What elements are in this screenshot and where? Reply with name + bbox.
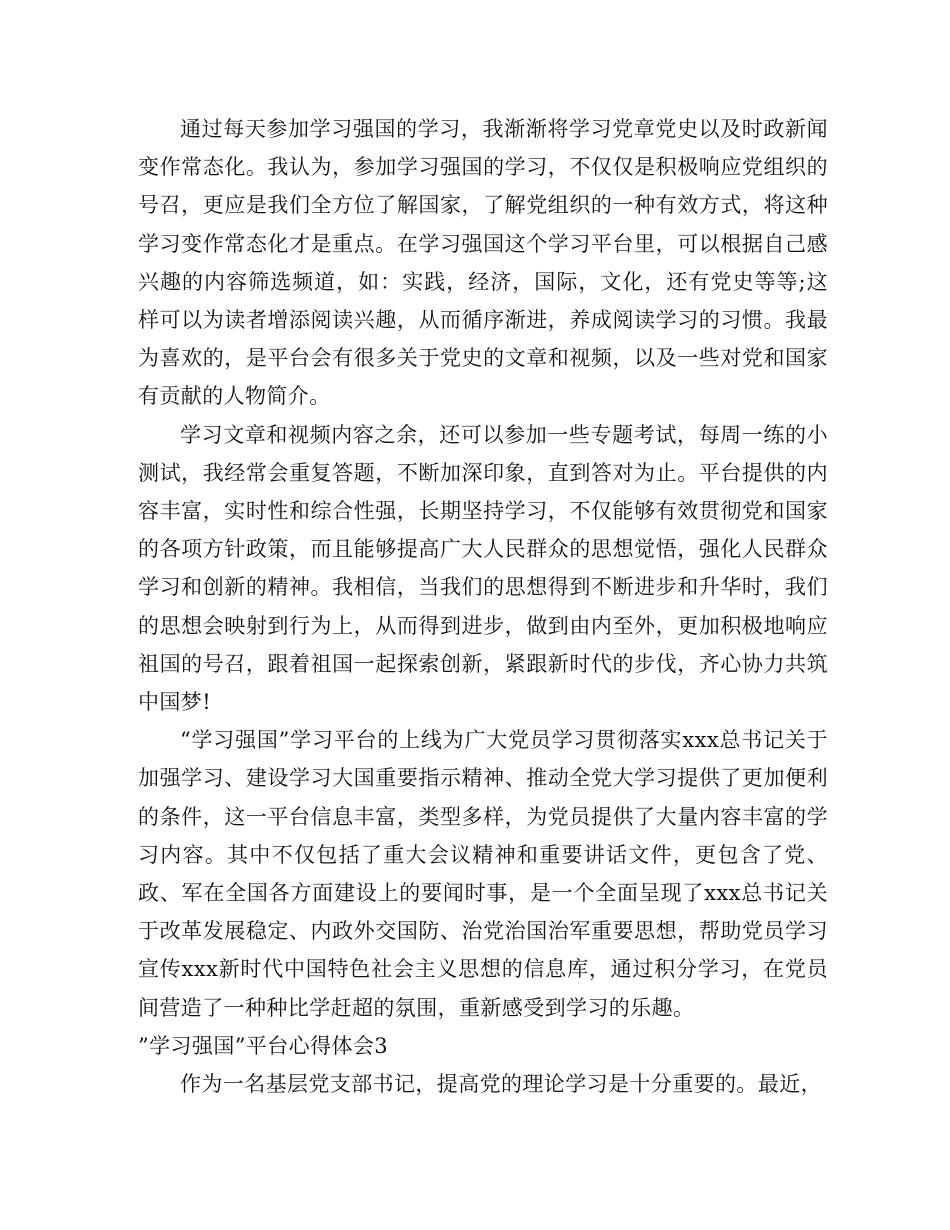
paragraph-2: 学习文章和视频内容之余，还可以参加一些专题考试，每周一练的小测试，我经常会重复答题，不断加深印象，直到答对为止。平台提供的内容丰富，实时性和综合性强，长期坚持学习，不仅能够有效贯彻党和国家的各项方针政策，而且能够提高广大人民群众的思想觉悟，强化人民群众学习和创新的精神。我相信，当我们的思想得到不断进步和升华时，我们的思想会映射到行为上，从而得到进步，做到由内至外，更加积极地响应祖国的号召，跟着祖国一起探索创新，紧跟新时代的步伐，齐心协力共筑中国梦!	[138, 422, 828, 715]
paragraph-3: “学习强国”学习平台的上线为广大党员学习贯彻落实xxx总书记关于加强学习、建设学习大国重要指示精神、推动全党大学习提供了更加便利的条件，这一平台信息丰富，类型多样，为党员提供了大量内容丰富的学习内容。其中不仅包括了重大会议精神和重要讲话文件，更包含了党、政、军在全国各方面建设上的要闻时事，是一个全面呈现了xxx总书记关于改革发展稳定、内政外交国防、治党治国治军重要思想，帮助党员学习宣传xxx新时代中国特色社会主义思想的信息库，通过积分学习，在党员间营造了一种种比学赶超的氛围，重新感受到学习的乐趣。	[138, 728, 828, 1020]
paragraph-1: 通过每天参加学习强国的学习，我渐渐将学习党章党史以及时政新闻变作常态化。我认为，参加学习强国的学习，不仅仅是积极响应党组织的号召，更应是我们全方位了解国家，了解党组织的一种有效方式，将这种学习变作常态化才是重点。在学习强国这个学习平台里，可以根据自己感兴趣的内容筛选频道，如：实践，经济，国际，文化，还有党史等等;这样可以为读者增添阅读兴趣，从而循序渐进，养成阅读学习的习惯。我最为喜欢的，是平台会有很多关于党史的文章和视频，以及一些对党和国家有贡献的人物简介。	[138, 117, 828, 409]
paragraph-4: 作为一名基层党支部书记，提高党的理论学习是十分重要的。最近，	[180, 1072, 822, 1097]
document-body	[138, 110, 828, 1103]
section-heading: ”学习强国”平台心得体会3	[138, 1033, 389, 1058]
